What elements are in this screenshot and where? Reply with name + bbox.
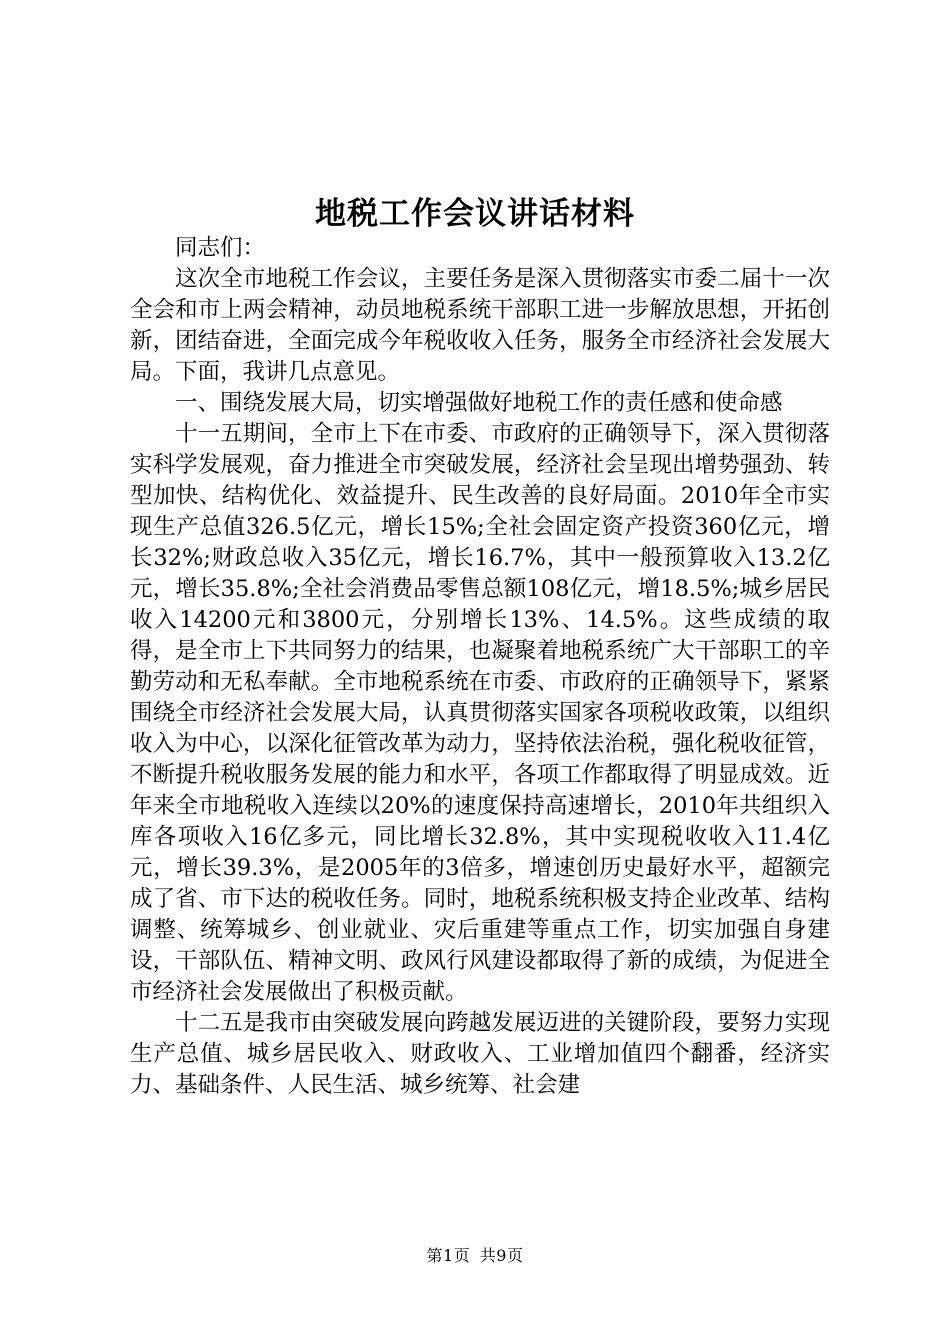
- paragraph-achievements: 十一五期间，全市上下在市委、市政府的正确领导下，深入贯彻落实科学发展观，奋力推进全市突破发展，经济社会呈现出增势强劲、转型加快、结构优化、效益提升、民生改善的良好局面。2010年全市实现生产总值326.5亿元，增长15%;全社会固定资产投资360亿元，增长32%;财政总收入35亿元，增长16.7%，其中一般预算收入13.2亿元，增长35.8%;全社会消费品零售总额108亿元，增18.5%;城乡居民收入14200元和3800元，分别增长13%、14.5%。这些成绩的取得，是全市上下共同努力的结果，也凝聚着地税系统广大干部职工的辛勤劳动和无私奉献。全市地税系统在市委、市政府的正确领导下，紧紧围绕全市经济社会发展大局，认真贯彻落实国家各项税收政策，以组织收入为中心，以深化征管改革为动力，坚持依法治税，强化税收征管，不断提升税收服务发展的能力和水平，各项工作都取得了明显成效。近年来全市地税收入连续以20%的速度保持高速增长，2010年共组织入库各项收入16亿多元，同比增长32.8%，其中实现税收收入11.4亿元，增长39.3%，是2005年的3倍多，增速创历史最好水平，超额完成了省、市下达的税收任务。同时，地税系统积极支持企业改革、结构调整、统筹城乡、创业就业、灾后重建等重点工作，切实加强自身建设，干部队伍、精神文明、政风行风建设都取得了新的成绩，为促进全市经济社会发展做出了积极贡献。: [130, 421, 830, 1005]
- page-footer: [0, 1243, 950, 1266]
- page-total: 共9页: [479, 1246, 524, 1265]
- document-title: 地税工作会议讲话材料: [315, 196, 635, 232]
- paragraph-salutation: 同志们：: [175, 235, 266, 261]
- section-heading-1: 一、围绕发展大局，切实增强做好地税工作的责任感和使命感: [175, 390, 783, 416]
- document-body: [130, 233, 830, 1101]
- paragraph-intro: 这次全市地税工作会议，主要任务是深入贯彻落实市委二届十一次全会和市上两会精神，动员地税系统干部职工进一步解放思想，开拓创新，团结奋进，全面完成今年税收收入任务，服务全市经济社会发展大局。下面，我讲几点意见。: [130, 266, 830, 385]
- page-number: 第1页: [426, 1246, 471, 1265]
- paragraph-twelfth-five-year: 十二五是我市由突破发展向跨越发展迈进的关键阶段，要努力实现生产总值、城乡居民收入、财政收入、工业增加值四个翻番，经济实力、基础条件、人民生活、城乡统筹、社会建: [130, 1010, 830, 1098]
